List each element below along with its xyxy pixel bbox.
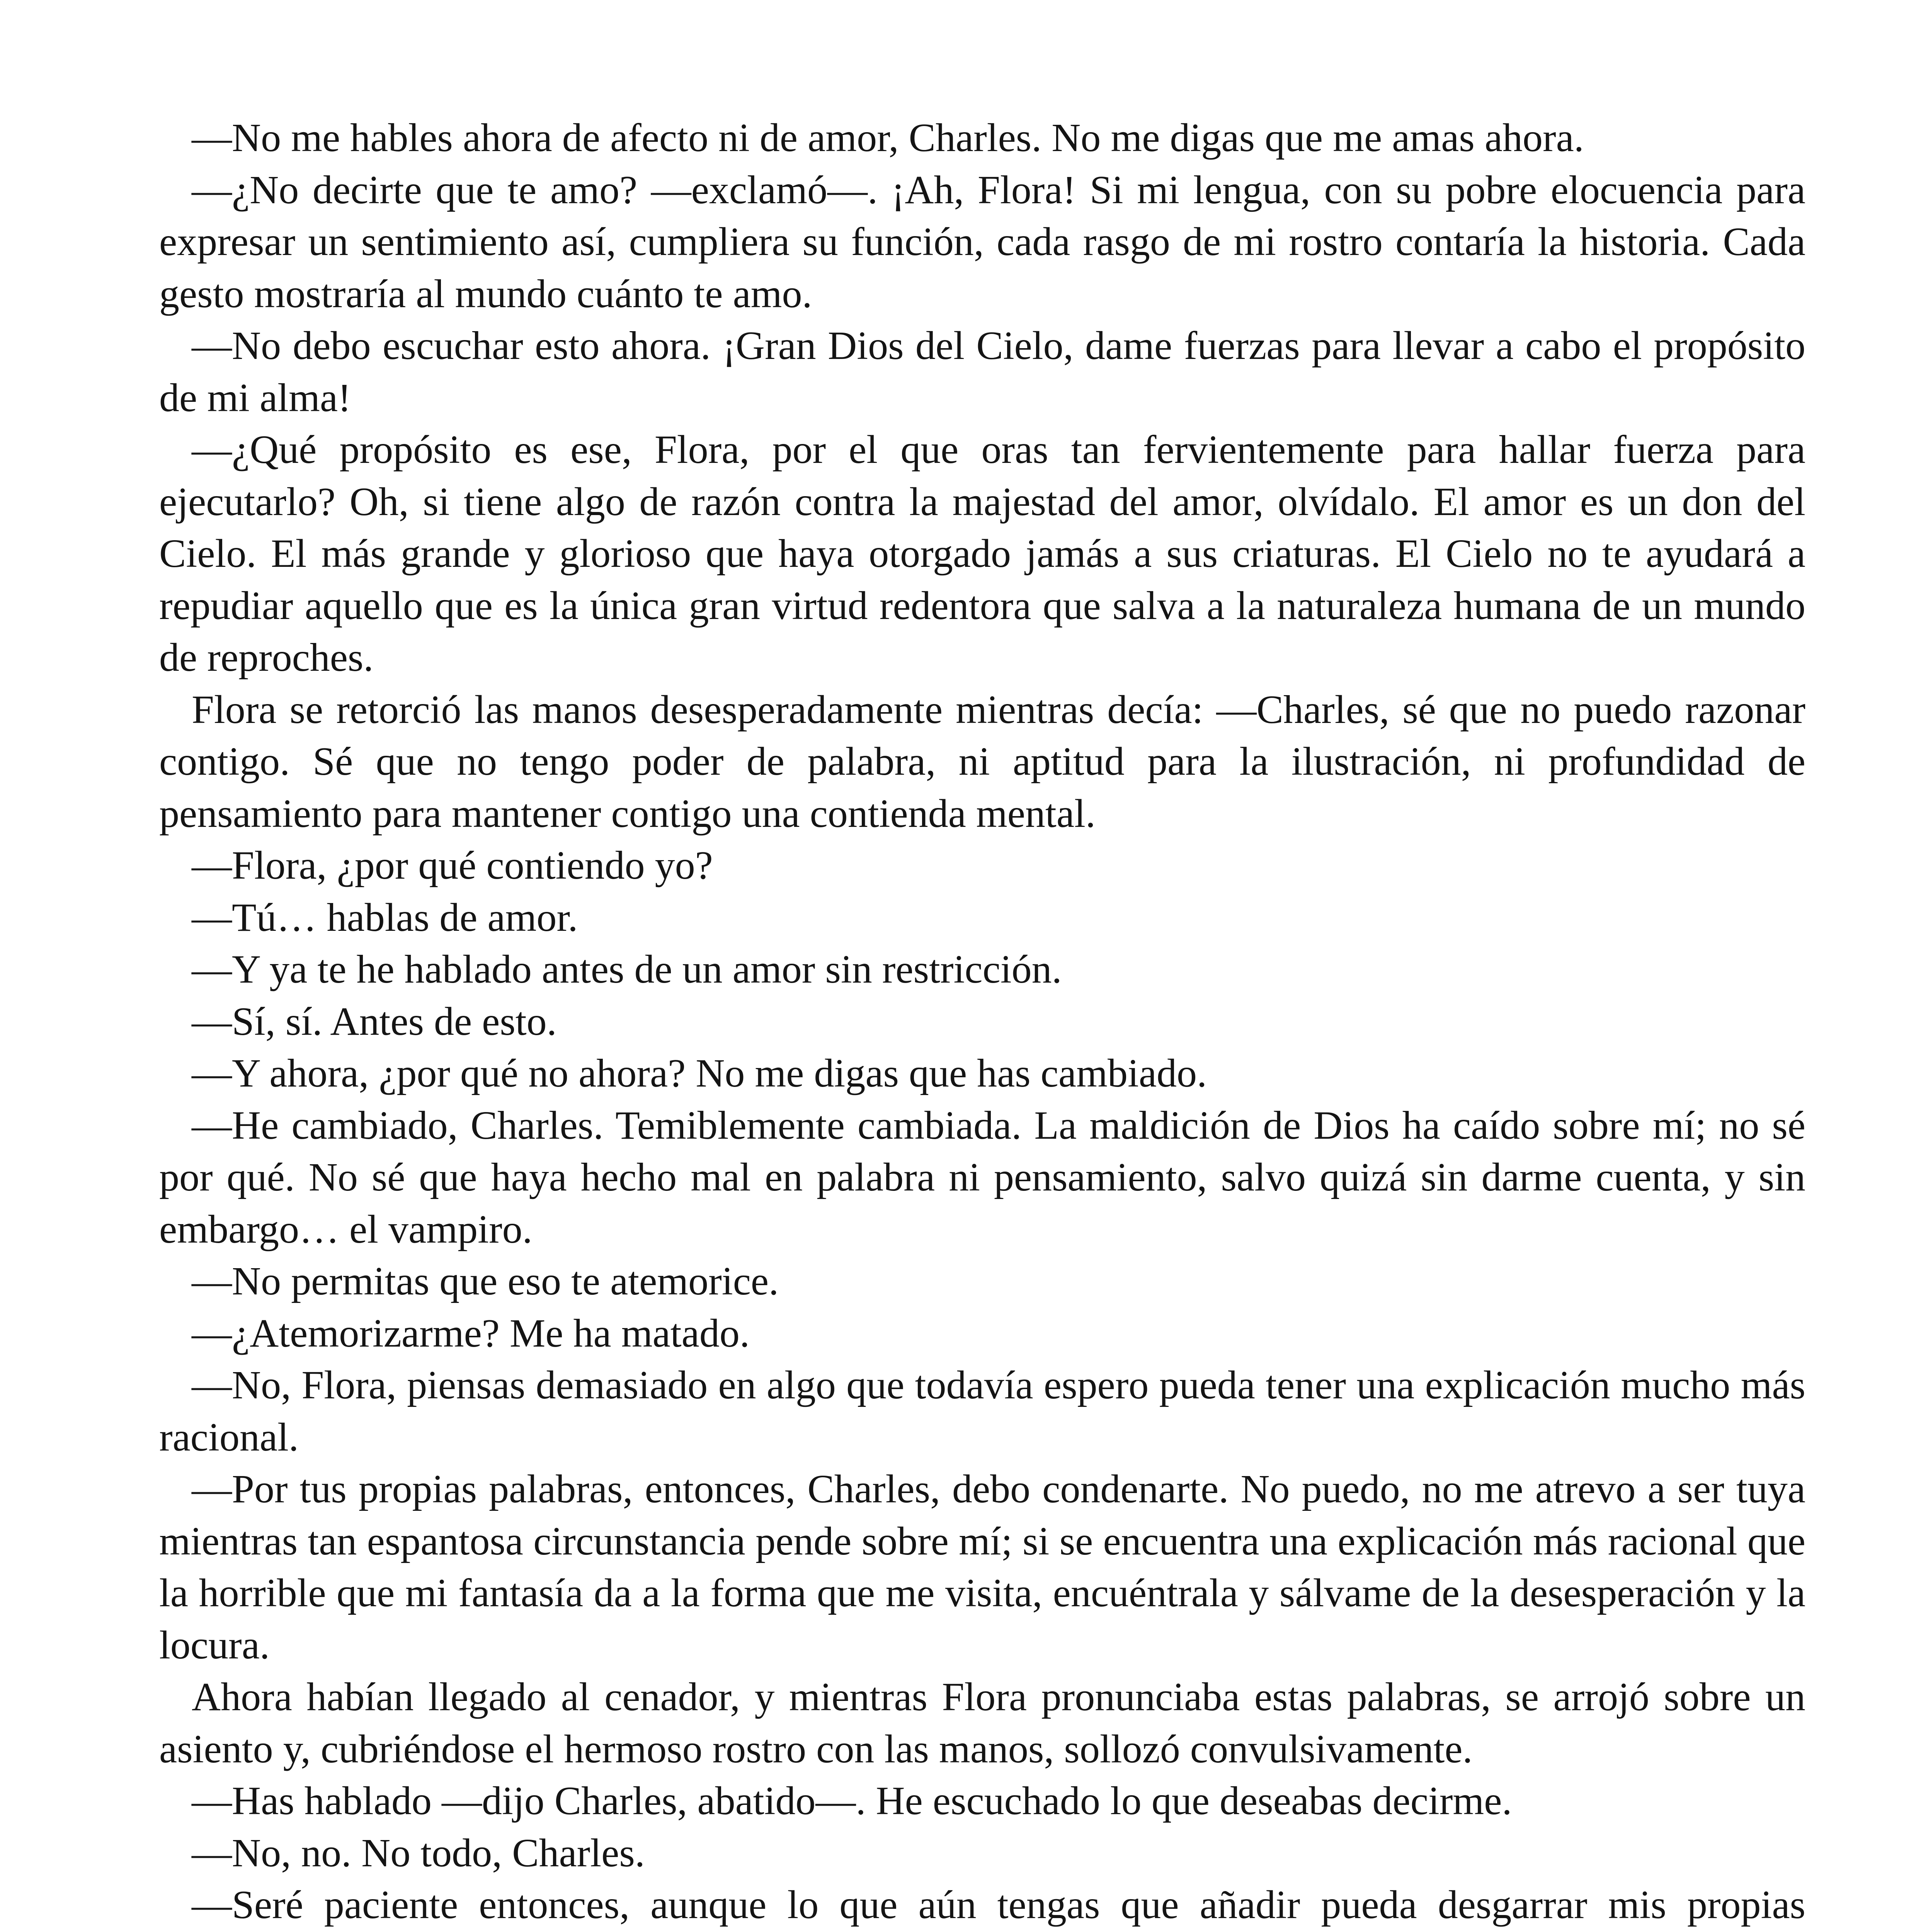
paragraph-11: —He cambiado, Charles. Temiblemente cambiada. La maldición de Dios ha caído sobre mí; no sé por qué. No sé que haya hecho mal en palabra ni pensamiento, salvo quizá sin darme cuenta, y sin embargo… el vampiro. (159, 1103, 1805, 1252)
paragraph-14: —No, Flora, piensas demasiado en algo que todavía espero pueda tener una explicación mucho más racional. (159, 1363, 1805, 1459)
paragraph-15: —Por tus propias palabras, entonces, Charles, debo condenarte. No puedo, no me atrevo a ser tuya mientras tan espantosa circunstancia pende sobre mí; si se encuentra una explicación más racional que la horrible que mi fantasía da a la forma que me visita, encuéntrala y sálvame de la desesperación y la locura. (159, 1467, 1805, 1667)
paragraph-8: —Y ya te he hablado antes de un amor sin restricción. (192, 947, 1062, 992)
paragraph-4: —¿Qué propósito es ese, Flora, por el que oras tan fervientemente para hallar fuerza para ejecutarlo? Oh, si tiene algo de razón contra la majestad del amor, olvídalo. El amor es un don del Cielo. El más grande y glorioso que haya otorgado jamás a sus criaturas. El Cielo no te ayudará a repudiar aquello que es la única gran virtud redentora que salva a la naturaleza humana de un mundo de reproches. (159, 427, 1805, 680)
paragraph-5: Flora se retorció las manos desesperadamente mientras decía: —Charles, sé que no puedo razonar contigo. Sé que no tengo poder de palabra, ni aptitud para la ilustración, ni profundidad de pensamiento para mantener contigo una contienda mental. (159, 687, 1805, 836)
paragraph-2: —¿No decirte que te amo? —exclamó—. ¡Ah, Flora! Si mi lengua, con su pobre elocuencia para expresar un sentimiento así, cumpliera su función, cada rasgo de mi rostro contaría la historia. Cada gesto mostraría al mundo cuánto te amo. (159, 167, 1805, 316)
paragraph-1: —No me hables ahora de afecto ni de amor, Charles. No me digas que me amas ahora. (192, 116, 1584, 160)
paragraph-3: —No debo escuchar esto ahora. ¡Gran Dios del Cielo, dame fuerzas para llevar a cabo el propósito de mi alma! (159, 323, 1805, 420)
paragraph-9: —Sí, sí. Antes de esto. (192, 999, 557, 1044)
paragraph-17: —Has hablado —dijo Charles, abatido—. He escuchado lo que deseabas decirme. (192, 1779, 1512, 1823)
paragraph-10: —Y ahora, ¿por qué no ahora? No me digas que has cambiado. (192, 1051, 1207, 1095)
paragraph-6: —Flora, ¿por qué contiendo yo? (192, 843, 713, 888)
paragraph-13: —¿Atemorizarme? Me ha matado. (192, 1311, 750, 1355)
paragraph-19: —Seré paciente entonces, aunque lo que aún tengas que añadir pueda desgarrar mis propias (192, 1883, 1805, 1927)
paragraph-16: Ahora habían llegado al cenador, y mientras Flora pronunciaba estas palabras, se arrojó sobre un asiento y, cubriéndose el hermoso rostro con las manos, sollozó convulsivamente. (159, 1675, 1805, 1771)
body-text (159, 112, 1805, 1932)
paragraph-12: —No permitas que eso te atemorice. (192, 1259, 779, 1303)
paragraph-7: —Tú… hablas de amor. (192, 895, 578, 940)
paragraph-18: —No, no. No todo, Charles. (192, 1830, 645, 1875)
